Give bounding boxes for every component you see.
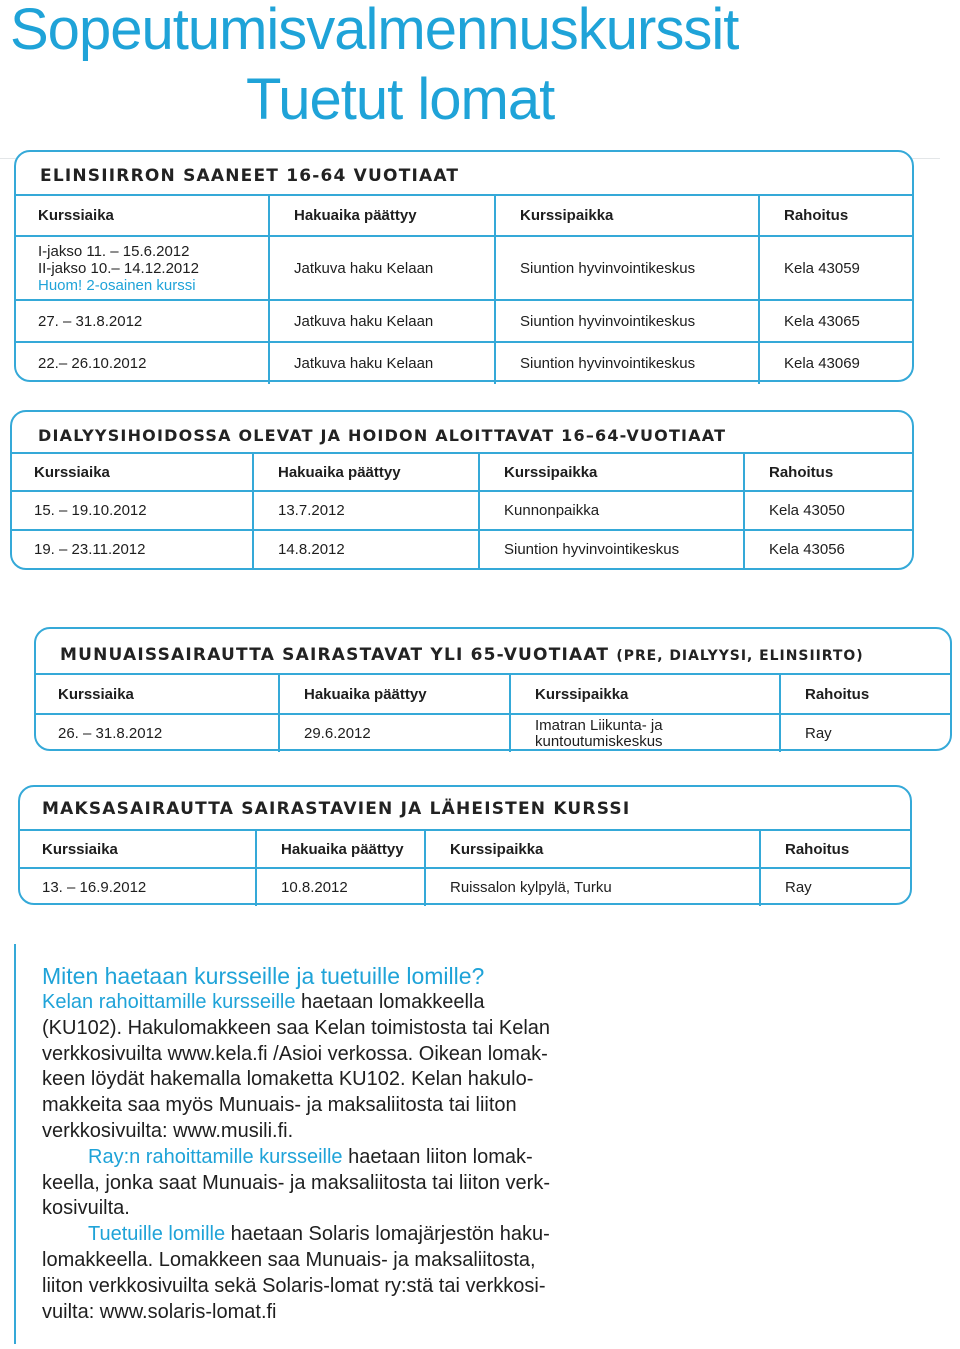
cell-funding: Kela 43069 xyxy=(784,355,860,372)
col-course-time: Kurssiaika xyxy=(18,830,256,868)
col-course-time: Kurssiaika xyxy=(34,674,279,714)
section-title: MAKSASAIRAUTTA SAIRASTAVIEN JA LÄHEISTEN KURSSI xyxy=(42,799,631,819)
cell-funding: Kela 43059 xyxy=(759,236,914,300)
col-funding: Rahoitus xyxy=(744,453,914,491)
cell-location: Kunnonpaikka xyxy=(479,491,744,530)
cell-course-time: I-jakso 11. – 15.6.2012 II-jakso 10.– 14.12.2012 Huom! 2-osainen kurssi xyxy=(14,236,269,300)
table-header xyxy=(10,453,914,491)
info-paragraph-kela: Kelan rahoittamille kursseille haetaan lomakkeella (KU102). Hakulomakkeen saa Kelan toimistosta tai Kelan verkkosivuilta www.kela.fi /Asioi verkossa. Oikean lomak- keen löydät hakemalla lomaketta KU102. Kelan hakulo- makkeita saa myös Munuais- ja maksaliitosta tai liiton verkkosivuilta: www.musili.fi. xyxy=(42,991,551,1142)
cell-funding: Ray xyxy=(805,725,832,742)
cell-funding: Ray xyxy=(785,879,812,896)
cell-location: Siuntion hyvinvointikeskus xyxy=(495,236,759,300)
text-accent-rule xyxy=(14,944,16,1344)
note-two-part: Huom! 2-osainen kurssi xyxy=(38,276,196,294)
cell-deadline: 13.7.2012 xyxy=(253,491,479,530)
col-deadline: Hakuaika päättyy xyxy=(253,453,479,491)
col-deadline: Hakuaika päättyy xyxy=(256,830,425,868)
cell-funding: Kela 43050 xyxy=(744,491,914,530)
cell-course-time: 22.– 26.10.2012 xyxy=(14,342,269,384)
section-title: MUNUAISSAIRAUTTA SAIRASTAVAT YLI 65-VUOTIAAT (PRE, DIALYYSI, ELINSIIRTO) xyxy=(60,645,864,665)
course-table xyxy=(14,194,914,384)
cell-deadline: 10.8.2012 xyxy=(256,868,425,906)
kela-courses-lead: Kelan rahoittamille kursseille xyxy=(42,991,296,1013)
cell-course-time: 26. – 31.8.2012 xyxy=(34,714,279,752)
col-deadline: Hakuaika päättyy xyxy=(279,674,510,714)
table-header xyxy=(18,830,912,868)
cell-course-time: 13. – 16.9.2012 xyxy=(18,868,256,906)
table-row xyxy=(18,868,912,906)
application-info xyxy=(42,962,602,1325)
section-transplant xyxy=(14,150,914,382)
cell-location: Siuntion hyvinvointikeskus xyxy=(479,530,744,568)
course-table xyxy=(18,829,912,906)
table-row xyxy=(14,342,914,384)
col-deadline: Hakuaika päättyy xyxy=(269,195,495,236)
info-paragraph-holidays: Tuetuille lomille haetaan Solaris lomajärjestön haku- lomakkeella. Lomakkeen saa Munuais- ja maksaliitosta, liiton verkkosivuilta sekä Solaris-lomat ry:stä tai verkkosi- vuilta: www.solaris-lomat.fi xyxy=(42,1223,550,1323)
cell-course-time: 19. – 23.11.2012 xyxy=(10,530,253,568)
cell-course-time: 15. – 19.10.2012 xyxy=(10,491,253,530)
cell-deadline: Jatkuva haku Kelaan xyxy=(269,236,495,300)
col-funding: Rahoitus xyxy=(759,195,914,236)
col-location: Kurssipaikka xyxy=(495,195,759,236)
col-location: Kurssipaikka xyxy=(479,453,744,491)
col-funding: Rahoitus xyxy=(760,830,912,868)
cell-funding: Kela 43056 xyxy=(769,541,845,558)
table-header xyxy=(14,195,914,236)
table-row xyxy=(10,530,914,568)
cell-location: Ruissalon kylpylä, Turku xyxy=(425,868,760,906)
cell-course-time: 27. – 31.8.2012 xyxy=(14,300,269,342)
page-title: Sopeutumisvalmennuskurssit xyxy=(10,0,739,62)
course-table xyxy=(34,673,952,752)
table-header xyxy=(34,674,952,714)
cell-location: Imatran Liikunta- ja kuntoutumiskeskus xyxy=(510,714,780,752)
holidays-lead: Tuetuille lomille xyxy=(88,1223,226,1246)
col-course-time: Kurssiaika xyxy=(14,195,269,236)
table-row xyxy=(14,236,914,300)
table-row xyxy=(10,491,914,530)
section-over-65 xyxy=(34,627,952,751)
section-title: DIALYYSIHOIDOSSA OLEVAT JA HOIDON ALOITTAVAT 16–64-VUOTIAAT xyxy=(38,426,727,445)
info-heading: Miten haetaan kursseille ja tuetuille lomille? xyxy=(42,963,485,989)
section-dialysis xyxy=(10,410,914,570)
cell-funding: Kela 43065 xyxy=(759,300,914,342)
table-row xyxy=(14,300,914,342)
ray-courses-lead: Ray:n rahoittamille kursseille xyxy=(88,1145,343,1168)
col-location: Kurssipaikka xyxy=(425,830,760,868)
section-title-suffix: (PRE, DIALYYSI, ELINSIIRTO) xyxy=(616,648,864,664)
cell-deadline: 29.6.2012 xyxy=(279,714,510,752)
cell-deadline: Jatkuva haku Kelaan xyxy=(269,300,495,342)
info-paragraph-ray: Ray:n rahoittamille kursseille haetaan liiton lomak- keella, jonka saat Munuais- ja maksaliitosta tai liiton verk- kosivuilta. xyxy=(42,1145,550,1220)
cell-deadline: 14.8.2012 xyxy=(253,530,479,568)
col-course-time: Kurssiaika xyxy=(10,453,253,491)
page-subtitle: Tuetut lomat xyxy=(246,67,555,132)
course-table xyxy=(10,452,914,568)
col-location: Kurssipaikka xyxy=(510,674,780,714)
table-row xyxy=(34,714,952,752)
cell-location: Siuntion hyvinvointikeskus xyxy=(495,300,759,342)
col-funding: Rahoitus xyxy=(780,674,952,714)
section-liver xyxy=(18,785,912,905)
cell-location: Siuntion hyvinvointikeskus xyxy=(495,342,759,384)
section-title: ELINSIIRRON SAANEET 16-64 VUOTIAAT xyxy=(40,166,460,186)
cell-deadline: Jatkuva haku Kelaan xyxy=(269,342,495,384)
